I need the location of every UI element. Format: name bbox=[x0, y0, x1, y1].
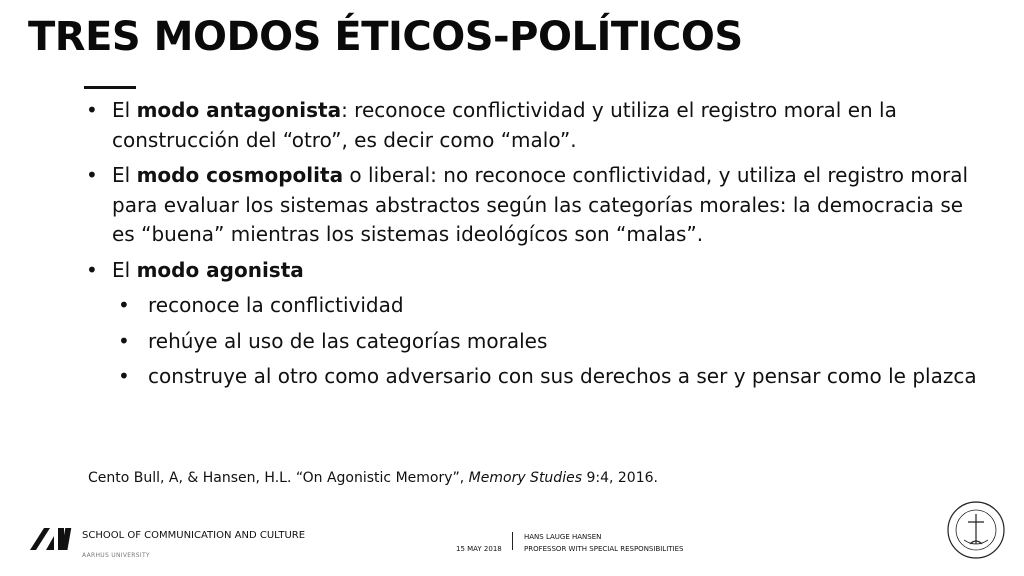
sub-bullet-text: rehúye al uso de las categorías morales bbox=[148, 328, 548, 353]
slide-title: TRES MODOS ÉTICOS-POLÍTICOS bbox=[28, 14, 743, 60]
footer-university: AARHUS UNIVERSITY bbox=[82, 552, 150, 559]
bullet-item-agonista bbox=[84, 256, 984, 286]
bullet-bold-term: modo cosmopolita bbox=[136, 163, 344, 187]
footer-presenter-name: HANS LAUGE HANSEN bbox=[524, 533, 602, 541]
citation-volume: 9:4, 2016. bbox=[582, 470, 658, 486]
bullet-prefix: El bbox=[112, 98, 137, 122]
bullet-prefix: El bbox=[112, 163, 137, 187]
bullet-dot: • bbox=[86, 257, 98, 282]
sub-bullet-text: reconoce la conflictividad bbox=[148, 293, 404, 317]
bullet-list bbox=[84, 96, 984, 398]
footer-date: 15 MAY 2018 bbox=[456, 545, 502, 553]
footer-presenter-role: PROFESSOR WITH SPECIAL RESPONSIBILITIES bbox=[524, 545, 684, 553]
bullet-dot: • bbox=[86, 163, 98, 187]
sub-bullet-item bbox=[84, 291, 984, 321]
title-underline bbox=[84, 86, 136, 89]
sub-bullet-item bbox=[84, 362, 984, 392]
bullet-dot: • bbox=[118, 293, 130, 317]
bullet-dot: • bbox=[86, 98, 98, 122]
bullet-dot: • bbox=[118, 328, 130, 353]
footer-divider bbox=[512, 532, 513, 550]
bullet-item-cosmopolita bbox=[84, 161, 984, 250]
citation-journal: Memory Studies bbox=[468, 470, 582, 486]
citation bbox=[88, 470, 658, 486]
bullet-item-antagonista bbox=[84, 96, 984, 155]
footer-school: SCHOOL OF COMMUNICATION AND CULTURE bbox=[82, 530, 306, 541]
sub-bullet-text: construye al otro como adversario con sus derechos a ser y pensar como le plazca bbox=[148, 364, 977, 388]
sub-bullet-item bbox=[84, 327, 984, 357]
au-logo-icon bbox=[28, 524, 76, 552]
bullet-bold-term: modo antagonista bbox=[136, 98, 342, 122]
bullet-dot: • bbox=[118, 364, 130, 388]
bullet-prefix: El bbox=[112, 257, 137, 282]
bullet-text: o liberal: no reconoce conflictividad, y utiliza el registro moral para evaluar los sistemas abstractos según las categorías morales: la democracia se es “buena” mientras los sistemas ideológícos son “malas”. bbox=[112, 163, 969, 246]
university-seal-icon bbox=[946, 500, 1006, 560]
citation-authors: Cento Bull, A, & Hansen, H.L. “On Agonistic Memory”, bbox=[88, 470, 469, 486]
bullet-bold-term: modo agonista bbox=[136, 257, 304, 282]
bullet-text: : reconoce conflictividad y utiliza el registro moral en la construcción del “otro”, es decir como “malo”. bbox=[112, 98, 897, 152]
